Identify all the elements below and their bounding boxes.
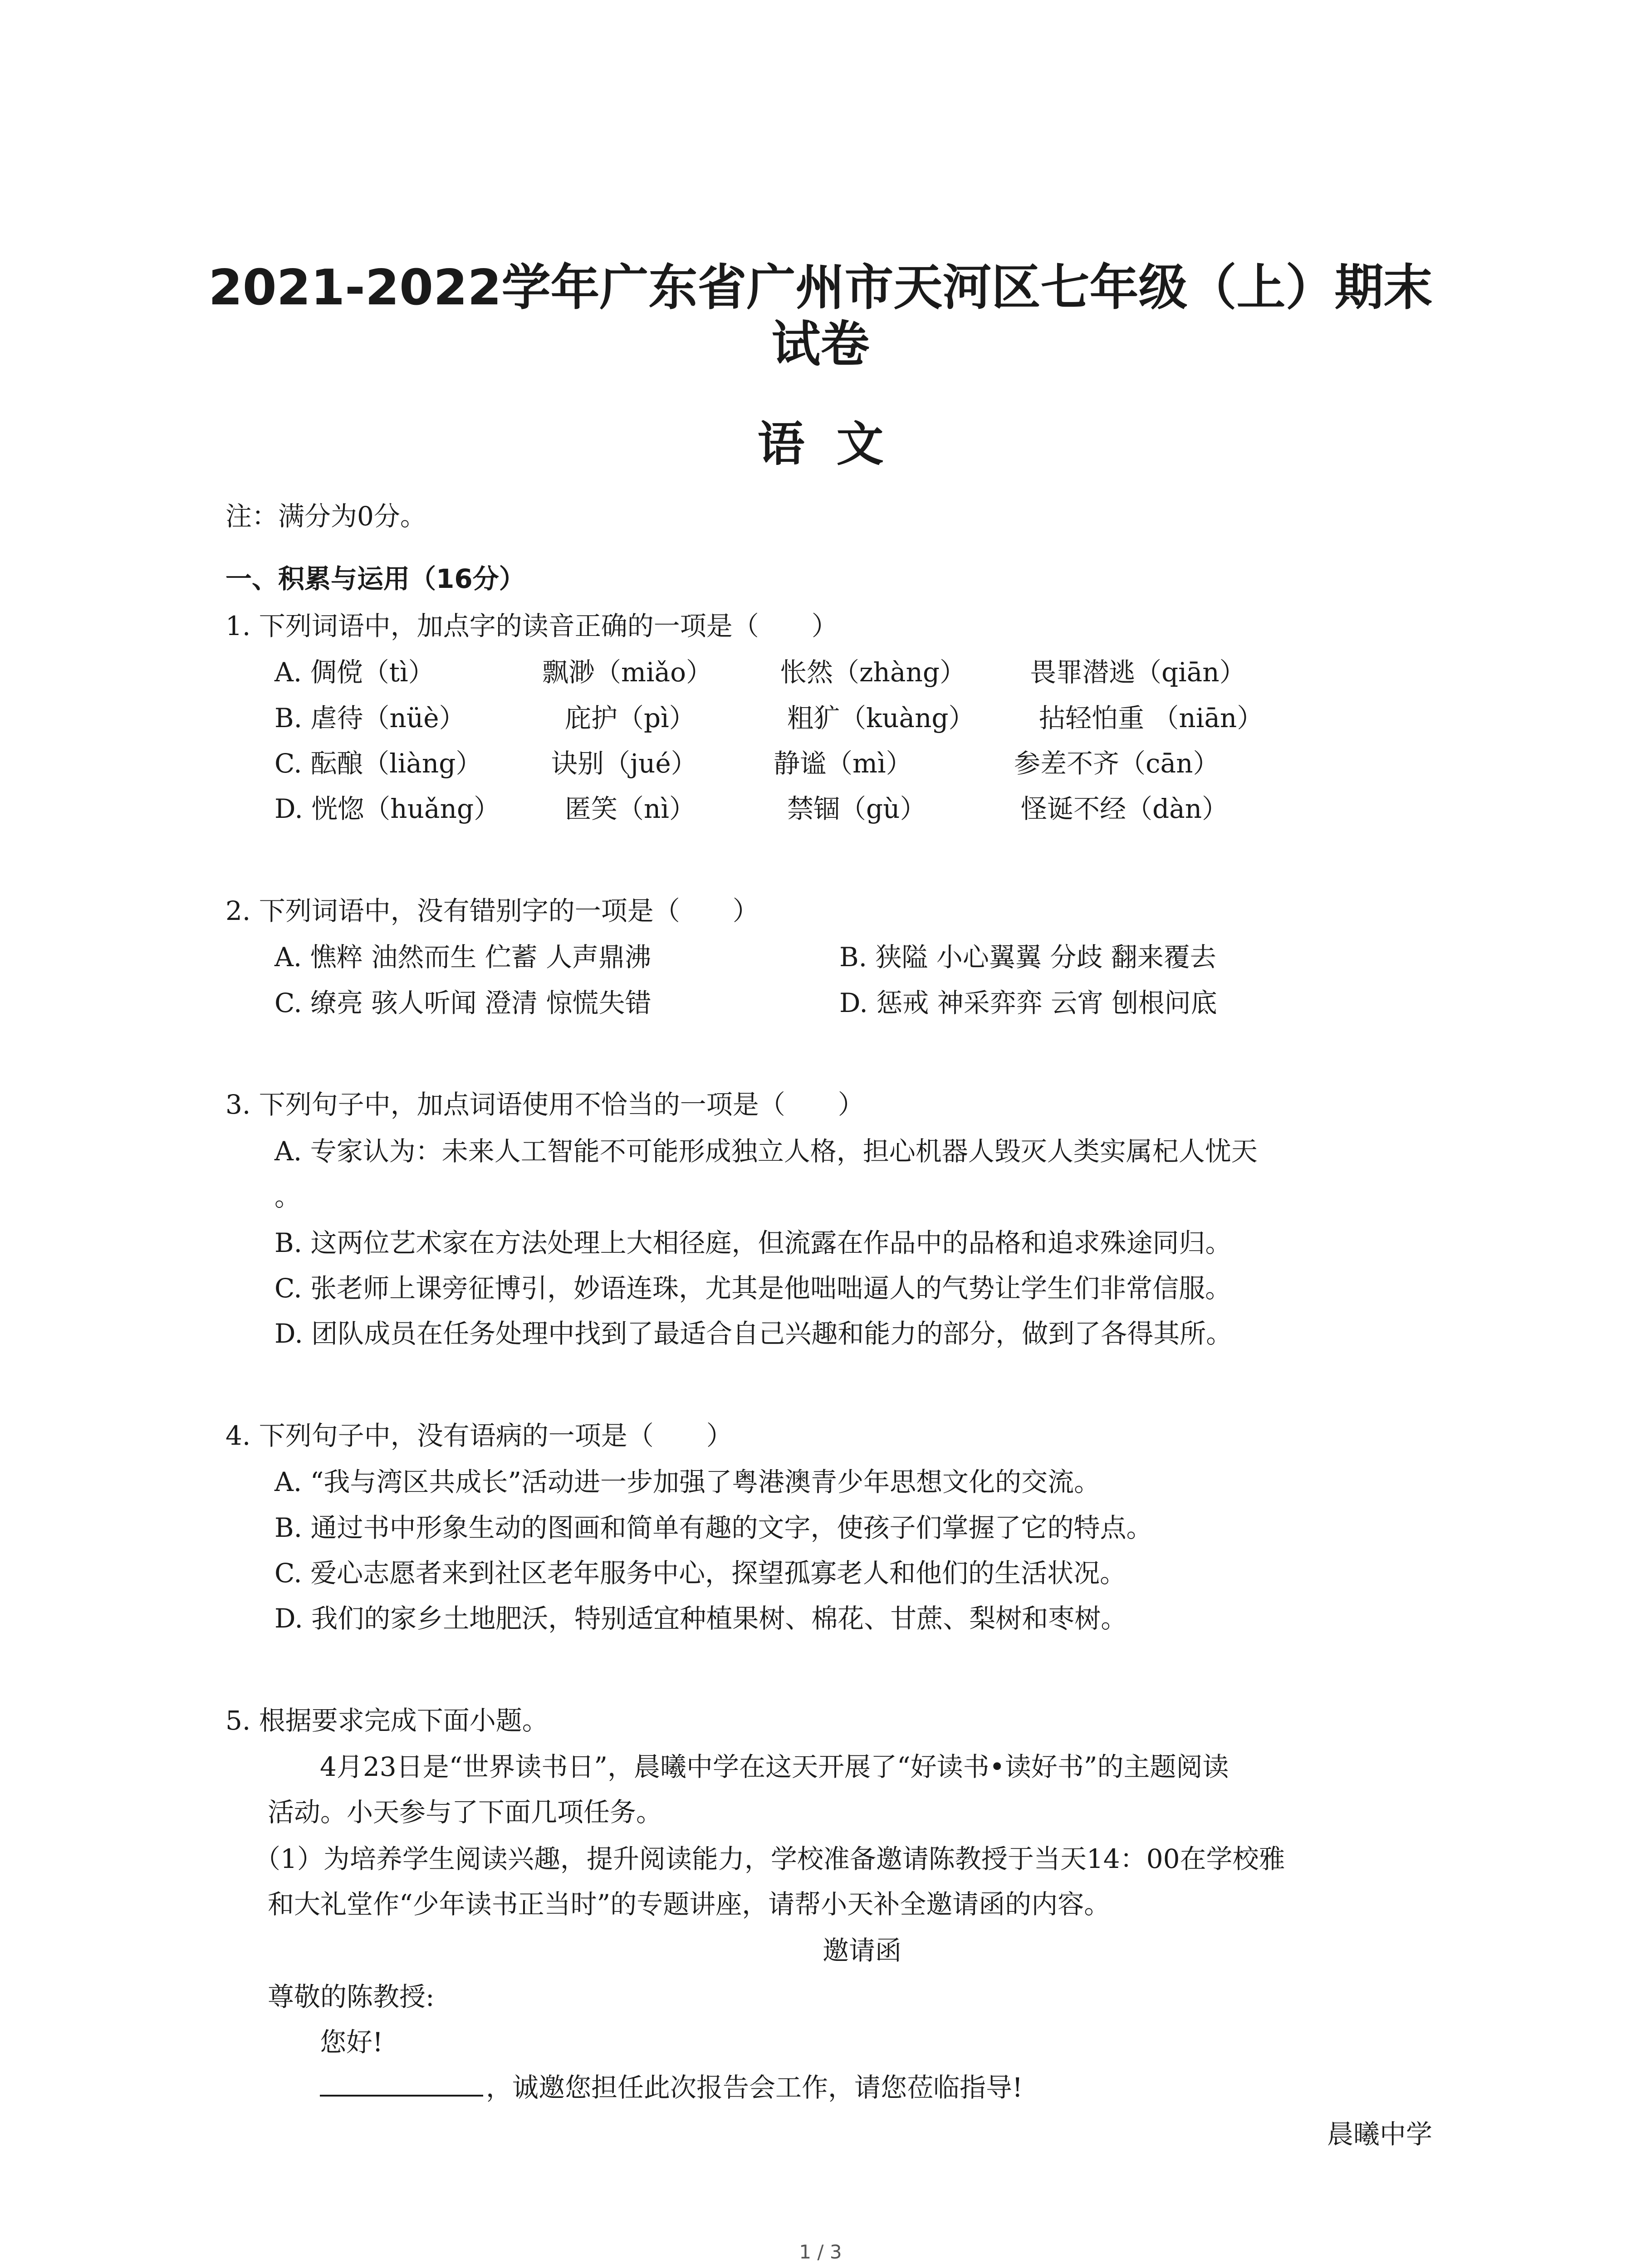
question-4-option-b: B. 通过书中形象生动的图画和简单有趣的文字，使孩子们掌握了它的特点。: [274, 1512, 1153, 1543]
invitation-body-text: ，诚邀您担任此次报告会工作，请您莅临指导!: [486, 2072, 1023, 2103]
question-3-option-a: A. 专家认为：未来人工智能不可能形成独立人格，担心机器人毁灭人类实属杞人忧天: [274, 1136, 1258, 1167]
question-5-stem: 5. 根据要求完成下面小题。: [225, 1705, 549, 1736]
passage-line-2: 活动。小天参与了下面几项任务。: [268, 1797, 663, 1828]
option-a-term-2: 飘渺（miǎo）: [542, 657, 713, 688]
task-1-line-1: （1）为培养学生阅读兴趣，提升阅读能力，学校准备邀请陈教授于当天14：00在学校雅: [254, 1843, 1285, 1874]
invitation-body: [320, 2069, 1023, 2106]
question-3-option-a-continued: 。: [274, 1181, 301, 1212]
option-a-term-4: 畏罪潜逃（qiān）: [1030, 657, 1246, 688]
question-3-option-d: D. 团队成员在任务处理中找到了最适合自己兴趣和能力的部分，做到了各得其所。: [274, 1318, 1233, 1349]
score-note: 注：满分为0分。: [225, 501, 426, 532]
section-heading: 一、积累与运用（16分）: [225, 563, 525, 594]
option-d-term-2: 匿笑（nì）: [565, 793, 696, 824]
passage-line-1: 4月23日是“世界读书日”，晨曦中学在这天开展了“好读书•读好书”的主题阅读: [320, 1751, 1229, 1782]
exam-title-line2: 试卷: [771, 316, 870, 373]
question-2-option-b: B. 狭隘 小心翼翼 分歧 翻来覆去: [839, 942, 1216, 973]
option-b-term-2: 庇护（pì）: [565, 703, 696, 733]
option-b-term-4: 拈轻怕重 （niān）: [1039, 703, 1264, 733]
question-4-option-c: C. 爱心志愿者来到社区老年服务中心，探望孤寡老人和他们的生活状况。: [274, 1558, 1127, 1589]
question-4-stem: 4. 下列句子中，没有语病的一项是（ ）: [225, 1420, 733, 1451]
option-d-term-4: 怪诞不经（dàn）: [1021, 793, 1229, 824]
option-a-term-1: A. 倜傥（tì）: [274, 657, 435, 688]
question-3-option-c: C. 张老师上课旁征博引，妙语连珠，尤其是他咄咄逼人的气势让学生们非常信服。: [274, 1273, 1232, 1304]
option-b-term-1: B. 虐待（nüè）: [274, 703, 465, 733]
page-number: 1 / 3: [799, 2241, 842, 2263]
option-c-term-4: 参差不齐（cān）: [1014, 748, 1220, 779]
question-1-stem: 1. 下列词语中，加点字的读音正确的一项是（ ）: [225, 611, 838, 641]
task-1-line-2: 和大礼堂作“少年读书正当时”的专题讲座，请帮小天补全邀请函的内容。: [268, 1889, 1111, 1920]
question-4-option-d: D. 我们的家乡土地肥沃，特别适宜种植果树、棉花、甘蔗、梨树和枣树。: [274, 1603, 1127, 1634]
option-d-term-1: D. 恍惚（huǎng）: [274, 793, 500, 824]
question-2-option-d: D. 惩戒 神采弈弈 云宵 刨根问底: [839, 987, 1217, 1018]
question-2-option-a: A. 憔粹 油然而生 伫蓄 人声鼎沸: [274, 942, 652, 973]
question-2-option-c: C. 缭亮 骇人听闻 澄清 惊慌失错: [274, 987, 652, 1018]
option-c-term-1: C. 酝酿（liàng）: [274, 748, 482, 779]
answer-blank[interactable]: [320, 2069, 483, 2097]
exam-title-line1: 2021-2022学年广东省广州市天河区七年级（上）期末: [208, 259, 1433, 316]
invitation-salutation: 尊敬的陈教授:: [268, 1981, 435, 2012]
option-c-term-3: 静谧（mì）: [774, 748, 912, 779]
question-3-option-b: B. 这两位艺术家在方法处理上大相径庭，但流露在作品中的品格和追求殊途同归。: [274, 1227, 1232, 1258]
invitation-title: 邀请函: [822, 1935, 901, 1966]
option-d-term-3: 禁锢（gù）: [787, 793, 926, 824]
question-3-stem: 3. 下列句子中，加点词语使用不恰当的一项是（ ）: [225, 1089, 864, 1120]
invitation-signature: 晨曦中学: [1327, 2119, 1433, 2150]
invitation-greeting: 您好!: [320, 2027, 383, 2058]
option-c-term-2: 诀别（jué）: [551, 748, 697, 779]
option-b-term-3: 粗犷（kuàng）: [787, 703, 975, 733]
question-4-option-a: A. “我与湾区共成长”活动进一步加强了粤港澳青少年思想文化的交流。: [274, 1466, 1101, 1497]
question-2-stem: 2. 下列词语中，没有错别字的一项是（ ）: [225, 895, 759, 926]
option-a-term-3: 怅然（zhàng）: [780, 657, 966, 688]
subject-heading: 语文: [757, 416, 916, 472]
